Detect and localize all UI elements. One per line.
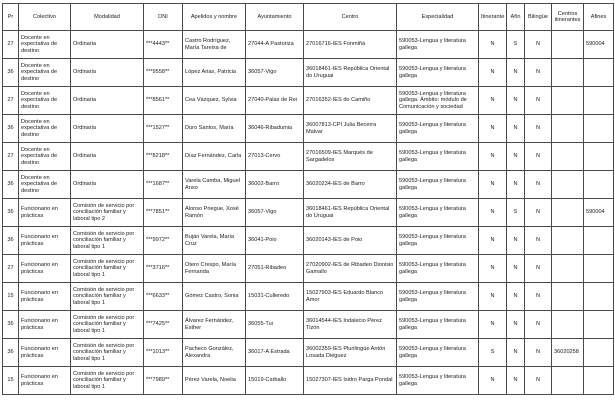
- cell-modalidad: Comisión de servicio por conciliación familiar y laboral tipo 1: [71, 311, 144, 339]
- cell-itinerante: N: [479, 227, 507, 255]
- table-row: [3, 31, 614, 59]
- cell-dni: ***8218**: [144, 143, 183, 171]
- cell-nombre: Díaz Fernández, Carla: [183, 143, 246, 171]
- table-row: [3, 199, 614, 227]
- cell-centro: 36018461-IES República Oriental do Uruguai: [304, 199, 397, 227]
- cell-centro: 36020234-IES de Barro: [304, 171, 397, 199]
- cell-ayuntamiento: 36002-Barro: [246, 171, 304, 199]
- cell-centro: 27016352-IES do Camiño: [304, 87, 397, 115]
- cell-dni: ***7425**: [144, 311, 183, 339]
- header-afines: Afines: [584, 4, 614, 31]
- cell-afin: N: [507, 115, 525, 143]
- cell-itinerante: S: [479, 339, 507, 367]
- cell-dni: ***9972**: [144, 227, 183, 255]
- cell-ayuntamiento: 15031-Culleredo: [246, 283, 304, 311]
- cell-bilingue: N: [525, 255, 552, 283]
- cell-nombre: Gómez Castro, Sonia: [183, 283, 246, 311]
- cell-especialidad: 590053-Lengua y literatura gallega: [397, 227, 479, 255]
- cell-nombre: Otero Crespo, María Fernanda: [183, 255, 246, 283]
- header-modalidad: Modalidad: [71, 4, 144, 31]
- cell-pr: 15: [3, 367, 19, 395]
- cell-nombre: Castro Rodríguez, María Tareixa de: [183, 31, 246, 59]
- table-row: [3, 339, 614, 367]
- header-bilingue: Bilingüe: [525, 4, 552, 31]
- cell-especialidad: 590053-Lengua y literatura gallega: [397, 311, 479, 339]
- cell-bilingue: N: [525, 283, 552, 311]
- cell-dni: ***1687**: [144, 171, 183, 199]
- cell-centros-itinerantes: [552, 87, 584, 115]
- cell-centros-itinerantes: [552, 31, 584, 59]
- cell-itinerante: N: [479, 31, 507, 59]
- cell-afines: 590004: [584, 199, 614, 227]
- cell-pr: 15: [3, 283, 19, 311]
- assignments-table-page: [2, 3, 613, 399]
- cell-centro: 27020902-IES de Ribadeo Dionisio Gamallo: [304, 255, 397, 283]
- cell-itinerante: N: [479, 171, 507, 199]
- cell-centro: 27016509-IES Marqués de Sargadelos: [304, 143, 397, 171]
- cell-modalidad: Comisión de servicio por conciliación familiar y laboral tipo 1: [71, 227, 144, 255]
- cell-pr: 36: [3, 227, 19, 255]
- header-itinerante: Itinerante: [479, 4, 507, 31]
- table-row: [3, 59, 614, 87]
- cell-modalidad: Comisión de servicio por conciliación familiar y laboral tipo 2: [71, 199, 144, 227]
- table-body: [3, 31, 614, 395]
- cell-modalidad: Ordinaria: [71, 143, 144, 171]
- cell-modalidad: Ordinaria: [71, 31, 144, 59]
- table-row: [3, 255, 614, 283]
- cell-pr: 27: [3, 143, 19, 171]
- cell-nombre: Duro Santos, María: [183, 115, 246, 143]
- cell-afines: 590004: [584, 31, 614, 59]
- cell-especialidad: 590053-Lengua y literatura gallega: [397, 115, 479, 143]
- table-row: [3, 311, 614, 339]
- cell-bilingue: N: [525, 31, 552, 59]
- cell-afin: N: [507, 59, 525, 87]
- cell-pr: 36: [3, 199, 19, 227]
- cell-itinerante: N: [479, 143, 507, 171]
- header-pr: Pr: [3, 4, 19, 31]
- cell-centro: 36007813-CPI Julia Becerra Malvar: [304, 115, 397, 143]
- header-dni: DNI: [144, 4, 183, 31]
- cell-centros-itinerantes: [552, 171, 584, 199]
- cell-colectivo: Docente en expectativa de destino: [19, 31, 71, 59]
- cell-especialidad: 590053-Lengua y literatura gallega: [397, 31, 479, 59]
- cell-nombre: Buján Varela, María Cruz: [183, 227, 246, 255]
- cell-afines: [584, 143, 614, 171]
- cell-ayuntamiento: 36057-Vigo: [246, 59, 304, 87]
- header-row: [3, 4, 614, 31]
- cell-colectivo: Funcionario en prácticas: [19, 339, 71, 367]
- cell-centro: 36002359-IES Plurilingüe Antón Losada Diéguez: [304, 339, 397, 367]
- cell-afin: S: [507, 199, 525, 227]
- cell-itinerante: N: [479, 367, 507, 395]
- cell-modalidad: Ordinaria: [71, 87, 144, 115]
- cell-especialidad: 590053-Lengua y literatura gallega: [397, 339, 479, 367]
- cell-dni: ***8561**: [144, 87, 183, 115]
- cell-dni: ***7989**: [144, 367, 183, 395]
- cell-ayuntamiento: 36057-Vigo: [246, 199, 304, 227]
- cell-modalidad: Ordinaria: [71, 115, 144, 143]
- cell-pr: 27: [3, 31, 19, 59]
- cell-afines: [584, 255, 614, 283]
- cell-centros-itinerantes: [552, 367, 584, 395]
- cell-itinerante: N: [479, 311, 507, 339]
- cell-centros-itinerantes: [552, 255, 584, 283]
- cell-especialidad: 590053-Lengua y literatura gallega: [397, 283, 479, 311]
- cell-itinerante: N: [479, 283, 507, 311]
- cell-ayuntamiento: 36055-Tui: [246, 311, 304, 339]
- cell-colectivo: Funcionario en prácticas: [19, 283, 71, 311]
- cell-modalidad: Ordinaria: [71, 59, 144, 87]
- header-nombre: Apelidos y nombre: [183, 4, 246, 31]
- cell-ayuntamiento: 36046-Ribadumia: [246, 115, 304, 143]
- table-row: [3, 143, 614, 171]
- cell-ayuntamiento: 27044-A Pastoriza: [246, 31, 304, 59]
- cell-modalidad: Comisión de servicio por conciliación familiar y laboral tipo 1: [71, 339, 144, 367]
- cell-especialidad: 590053-Lengua y literatura gallega: [397, 367, 479, 395]
- cell-bilingue: N: [525, 227, 552, 255]
- cell-colectivo: Docente en expectativa de destino: [19, 87, 71, 115]
- cell-bilingue: N: [525, 339, 552, 367]
- cell-afin: N: [507, 87, 525, 115]
- cell-afines: [584, 283, 614, 311]
- cell-colectivo: Docente en expectativa de destino: [19, 171, 71, 199]
- cell-modalidad: Comisión de servicio por conciliación familiar y laboral tipo 1: [71, 367, 144, 395]
- cell-bilingue: N: [525, 115, 552, 143]
- cell-colectivo: Funcionario en prácticas: [19, 311, 71, 339]
- cell-bilingue: N: [525, 171, 552, 199]
- cell-centro: 36018461-IES República Oriental do Uruguai: [304, 59, 397, 87]
- cell-centro: 36014544-IES Indalecio Pérez Tizón: [304, 311, 397, 339]
- cell-afines: [584, 171, 614, 199]
- cell-especialidad: 590053-Lengua y literatura gallega: [397, 199, 479, 227]
- table-row: [3, 115, 614, 143]
- cell-itinerante: N: [479, 59, 507, 87]
- assignments-table: [2, 3, 614, 395]
- cell-afin: N: [507, 367, 525, 395]
- cell-colectivo: Funcionario en prácticas: [19, 367, 71, 395]
- table-row: [3, 87, 614, 115]
- cell-nombre: Álvarez Fernández, Esther: [183, 311, 246, 339]
- table-row: [3, 171, 614, 199]
- cell-nombre: Cea Vázquez, Sylvia: [183, 87, 246, 115]
- cell-afines: [584, 59, 614, 87]
- table-row: [3, 227, 614, 255]
- cell-modalidad: Ordinaria: [71, 171, 144, 199]
- cell-pr: 36: [3, 311, 19, 339]
- cell-modalidad: Comisión de servicio por conciliación familiar y laboral tipo 1: [71, 255, 144, 283]
- cell-ayuntamiento: 27013-Cervo: [246, 143, 304, 171]
- cell-centros-itinerantes: [552, 115, 584, 143]
- cell-bilingue: N: [525, 59, 552, 87]
- cell-centros-itinerantes: [552, 311, 584, 339]
- cell-pr: 36: [3, 59, 19, 87]
- cell-ayuntamiento: 36041-Poio: [246, 227, 304, 255]
- cell-centros-itinerantes: [552, 59, 584, 87]
- cell-ayuntamiento: 27051-Ribadeo: [246, 255, 304, 283]
- cell-afines: [584, 367, 614, 395]
- cell-afin: N: [507, 171, 525, 199]
- cell-colectivo: Funcionario en prácticas: [19, 227, 71, 255]
- header-centros-itinerantes: Centros itinerantes: [552, 4, 584, 31]
- cell-nombre: Pérez Varela, Noelia: [183, 367, 246, 395]
- cell-nombre: López Arias, Patricia: [183, 59, 246, 87]
- cell-ayuntamiento: 36017-A Estrada: [246, 339, 304, 367]
- header-colectivo: Colectivo: [19, 4, 71, 31]
- cell-especialidad: 590053-Lengua y literatura gallega: [397, 171, 479, 199]
- cell-pr: 27: [3, 87, 19, 115]
- cell-pr: 36: [3, 115, 19, 143]
- cell-centro: 15027307-IES Isidro Parga Pondal: [304, 367, 397, 395]
- table-row: [3, 367, 614, 395]
- cell-ayuntamiento: 27040-Palas de Rei: [246, 87, 304, 115]
- cell-especialidad: 590053-Lengua y literatura gallega: [397, 255, 479, 283]
- cell-afin: N: [507, 143, 525, 171]
- cell-colectivo: Docente en expectativa de destino: [19, 143, 71, 171]
- cell-especialidad: 590053-Lengua y literatura gallega: [397, 59, 479, 87]
- cell-itinerante: N: [479, 87, 507, 115]
- cell-centros-itinerantes: 36020258: [552, 339, 584, 367]
- cell-especialidad: 590053-Lengua y literatura gallega. Ámbito: módulo de Comunicación y sociedad: [397, 87, 479, 115]
- cell-centros-itinerantes: [552, 227, 584, 255]
- cell-ayuntamiento: 15019-Carballo: [246, 367, 304, 395]
- cell-dni: ***4443**: [144, 31, 183, 59]
- cell-bilingue: N: [525, 143, 552, 171]
- table-row: [3, 283, 614, 311]
- cell-afin: N: [507, 255, 525, 283]
- cell-centros-itinerantes: [552, 143, 584, 171]
- cell-centros-itinerantes: [552, 283, 584, 311]
- cell-bilingue: N: [525, 367, 552, 395]
- cell-colectivo: Docente en expectativa de destino: [19, 115, 71, 143]
- cell-pr: 36: [3, 339, 19, 367]
- cell-afines: [584, 87, 614, 115]
- cell-centro: 15027903-IES Eduardo Blanco Amor: [304, 283, 397, 311]
- header-afin: Afín: [507, 4, 525, 31]
- cell-centro: 36020143-IES de Poio: [304, 227, 397, 255]
- cell-colectivo: Funcionario en prácticas: [19, 255, 71, 283]
- cell-nombre: Pacheco González, Alexandra: [183, 339, 246, 367]
- header-centro: Centro: [304, 4, 397, 31]
- cell-dni: ***1013**: [144, 339, 183, 367]
- cell-itinerante: N: [479, 115, 507, 143]
- cell-dni: ***3716**: [144, 255, 183, 283]
- cell-afines: [584, 115, 614, 143]
- cell-afines: [584, 227, 614, 255]
- cell-bilingue: N: [525, 311, 552, 339]
- cell-bilingue: N: [525, 87, 552, 115]
- cell-nombre: Alonso Priegue, Xosé Ramón: [183, 199, 246, 227]
- header-especialidad: Especialidad: [397, 4, 479, 31]
- cell-pr: 36: [3, 171, 19, 199]
- cell-colectivo: Funcionario en prácticas: [19, 199, 71, 227]
- cell-afin: S: [507, 31, 525, 59]
- cell-nombre: Varela Camba, Miguel Anxo: [183, 171, 246, 199]
- cell-afines: [584, 339, 614, 367]
- cell-colectivo: Docente en expectativa de destino: [19, 59, 71, 87]
- cell-afin: N: [507, 283, 525, 311]
- cell-dni: ***7851**: [144, 199, 183, 227]
- cell-afin: N: [507, 339, 525, 367]
- cell-itinerante: N: [479, 255, 507, 283]
- cell-dni: ***9558**: [144, 59, 183, 87]
- cell-modalidad: Comisión de servicio por conciliación familiar y laboral tipo 1: [71, 283, 144, 311]
- cell-afin: N: [507, 227, 525, 255]
- cell-afines: [584, 311, 614, 339]
- cell-especialidad: 590053-Lengua y literatura gallega: [397, 143, 479, 171]
- header-ayuntamiento: Ayuntamiento: [246, 4, 304, 31]
- cell-pr: 27: [3, 255, 19, 283]
- cell-afin: N: [507, 311, 525, 339]
- table-header: [3, 4, 614, 31]
- cell-bilingue: N: [525, 199, 552, 227]
- cell-dni: ***6633**: [144, 283, 183, 311]
- cell-centro: 27016716-IES Fonmiñá: [304, 31, 397, 59]
- cell-itinerante: N: [479, 199, 507, 227]
- cell-centros-itinerantes: [552, 199, 584, 227]
- cell-dni: ***1527**: [144, 115, 183, 143]
